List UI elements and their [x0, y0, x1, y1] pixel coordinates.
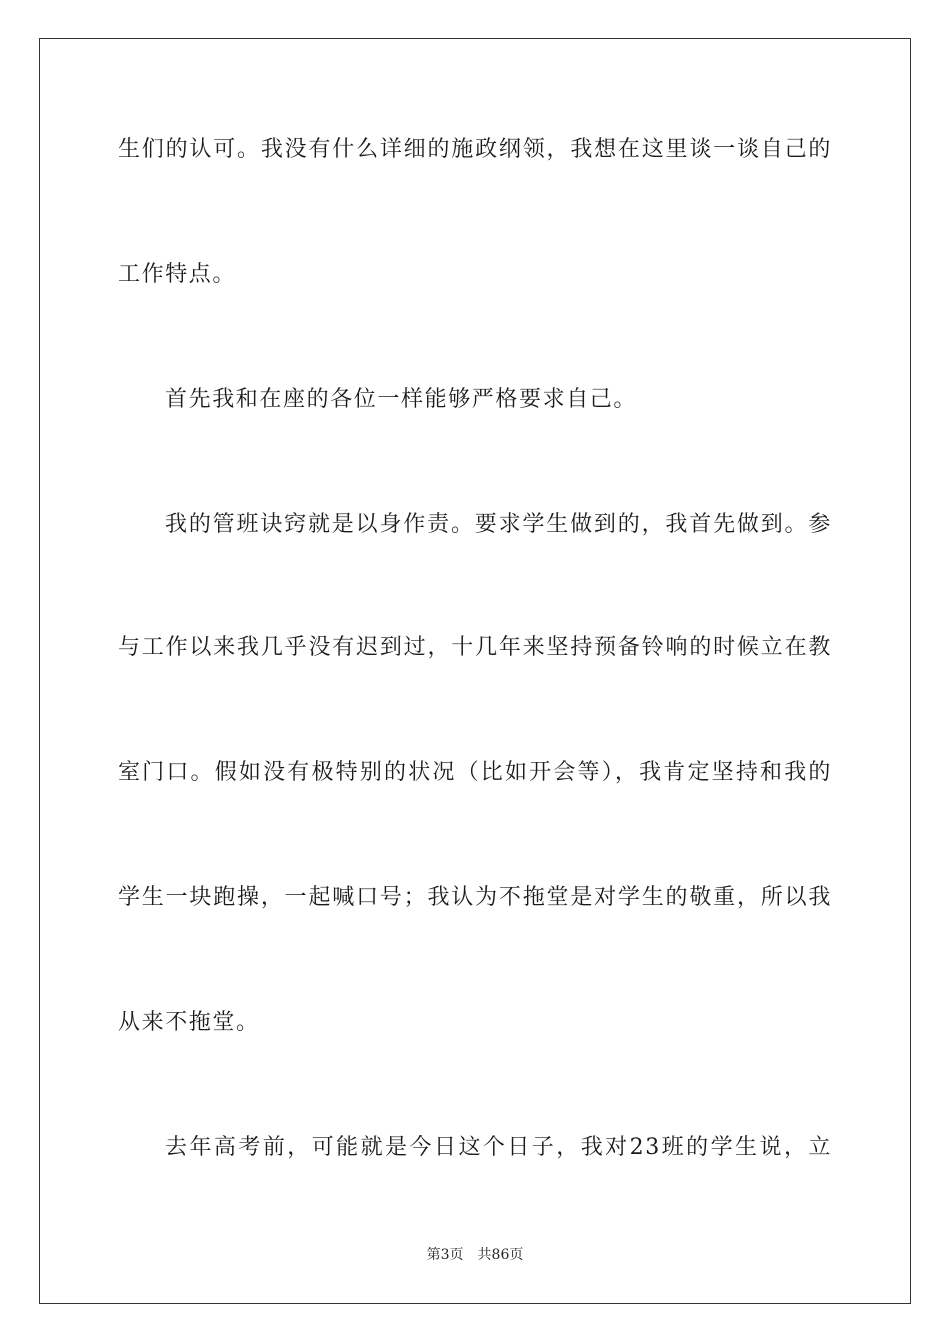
text-line-1: 生们的认可。我没有什么详细的施政纲领，我想在这里谈一谈自己的 — [118, 137, 832, 162]
page-total: 共86页 — [477, 1247, 524, 1263]
text-line-5: 与工作以来我几乎没有迟到过，十几年来坚持预备铃响的时候立在教 — [118, 635, 832, 660]
page-footer — [0, 1245, 950, 1265]
text-line-8: 从来不拖堂。 — [118, 1010, 260, 1035]
text-line-2: 工作特点。 — [118, 262, 237, 287]
page-number: 第3页 — [426, 1247, 464, 1263]
text-line-4: 我的管班诀窍就是以身作责。要求学生做到的，我首先做到。参 — [165, 512, 832, 537]
text-line-9: 去年高考前，可能就是今日这个日子，我对23班的学生说，立 — [165, 1135, 832, 1160]
text-line-3: 首先我和在座的各位一样能够严格要求自己。 — [165, 387, 638, 412]
text-line-7: 学生一块跑操，一起喊口号；我认为不拖堂是对学生的敬重，所以我 — [118, 885, 832, 910]
text-line-6: 室门口。假如没有极特别的状况（比如开会等），我肯定坚持和我的 — [118, 760, 832, 785]
page-border — [39, 38, 911, 1304]
